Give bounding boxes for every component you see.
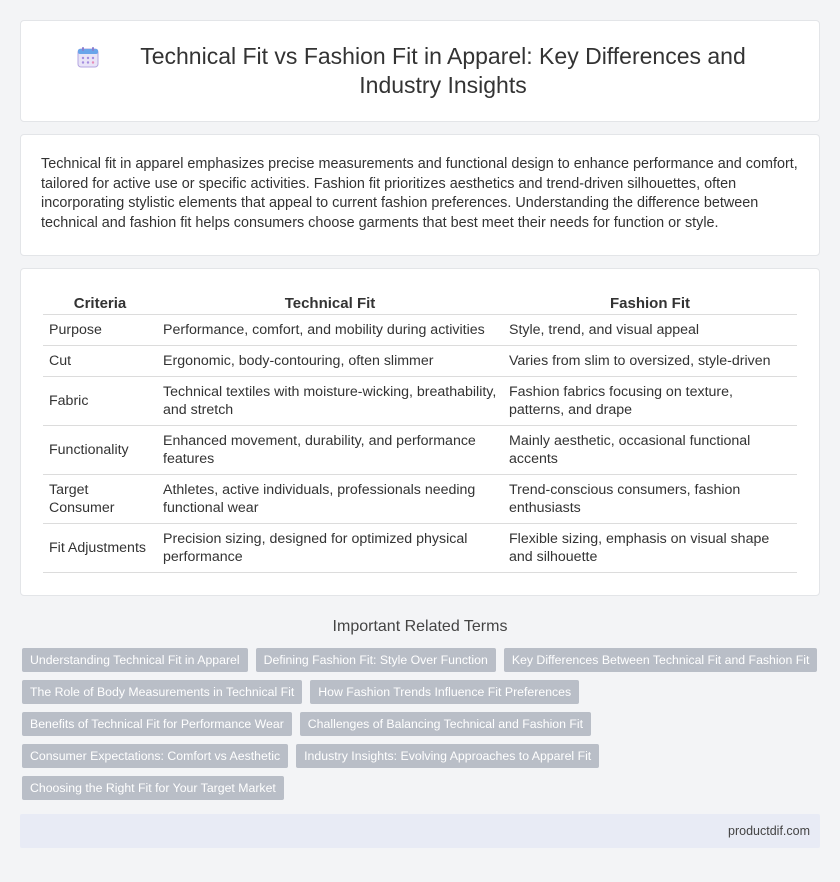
- cell-fashion: Style, trend, and visual appeal: [503, 315, 797, 346]
- calendar-icon: [77, 46, 99, 68]
- cell-fashion: Mainly aesthetic, occasional functional accents: [503, 426, 797, 475]
- table-row: [43, 377, 797, 426]
- table-row: [43, 426, 797, 475]
- cell-criteria: Fit Adjustments: [43, 524, 157, 573]
- table-row: [43, 524, 797, 573]
- table-row: [43, 315, 797, 346]
- cell-technical: Performance, comfort, and mobility during activities: [157, 315, 503, 346]
- cell-criteria: Fabric: [43, 377, 157, 426]
- title-card: [20, 20, 820, 122]
- cell-technical: Enhanced movement, durability, and performance features: [157, 426, 503, 475]
- table-row: [43, 346, 797, 377]
- related-term-tag[interactable]: Consumer Expectations: Comfort vs Aesthetic: [22, 744, 288, 768]
- cell-criteria: Cut: [43, 346, 157, 377]
- page-title: Technical Fit vs Fashion Fit in Apparel: Key Differences and Industry Insights: [140, 43, 746, 98]
- cell-fashion: Fashion fabrics focusing on texture, patterns, and drape: [503, 377, 797, 426]
- related-term-tag[interactable]: The Role of Body Measurements in Technical Fit: [22, 680, 302, 704]
- cell-technical: Ergonomic, body-contouring, often slimmer: [157, 346, 503, 377]
- header-criteria: Criteria: [43, 287, 157, 315]
- cell-technical: Athletes, active individuals, professionals needing functional wear: [157, 475, 503, 524]
- related-term-tag[interactable]: Choosing the Right Fit for Your Target Market: [22, 776, 284, 800]
- header-fashion-fit: Fashion Fit: [503, 287, 797, 315]
- table-header-row: [43, 287, 797, 315]
- cell-technical: Technical textiles with moisture-wicking, breathability, and stretch: [157, 377, 503, 426]
- related-term-tag[interactable]: Benefits of Technical Fit for Performance Wear: [22, 712, 292, 736]
- related-term-tag[interactable]: Understanding Technical Fit in Apparel: [22, 648, 248, 672]
- related-term-tag[interactable]: How Fashion Trends Influence Fit Preferences: [310, 680, 579, 704]
- intro-text: Technical fit in apparel emphasizes precise measurements and functional design to enhance performance and comfort, tailored for active use or specific activities. Fashion fit prioritizes aesthetics and trend-driven silhouettes, often incorporating stylistic elements that appeal to current fashion preferences. Understanding the difference between technical and fashion fit helps consumers choose garments that best meet their needs for function or style.: [41, 156, 798, 231]
- footer-site-name: productdif.com: [728, 824, 810, 839]
- related-term-tag[interactable]: Challenges of Balancing Technical and Fashion Fit: [300, 712, 591, 736]
- title-row: [77, 42, 763, 100]
- related-term-tag[interactable]: Key Differences Between Technical Fit and Fashion Fit: [504, 648, 818, 672]
- related-terms-list: [20, 648, 820, 800]
- cell-criteria: Purpose: [43, 315, 157, 346]
- cell-criteria: Target Consumer: [43, 475, 157, 524]
- comparison-table: [43, 287, 797, 573]
- comparison-card: [20, 268, 820, 596]
- related-terms-section: [20, 618, 820, 800]
- related-terms-heading: Important Related Terms: [332, 618, 508, 636]
- table-row: [43, 475, 797, 524]
- footer: [20, 814, 820, 848]
- header-technical-fit: Technical Fit: [157, 287, 503, 315]
- cell-criteria: Functionality: [43, 426, 157, 475]
- cell-fashion: Trend-conscious consumers, fashion enthusiasts: [503, 475, 797, 524]
- related-term-tag[interactable]: Industry Insights: Evolving Approaches to Apparel Fit: [296, 744, 599, 768]
- intro-card: [20, 134, 820, 256]
- related-term-tag[interactable]: Defining Fashion Fit: Style Over Function: [256, 648, 496, 672]
- cell-fashion: Varies from slim to oversized, style-driven: [503, 346, 797, 377]
- page: [20, 0, 820, 848]
- cell-fashion: Flexible sizing, emphasis on visual shape and silhouette: [503, 524, 797, 573]
- cell-technical: Precision sizing, designed for optimized physical performance: [157, 524, 503, 573]
